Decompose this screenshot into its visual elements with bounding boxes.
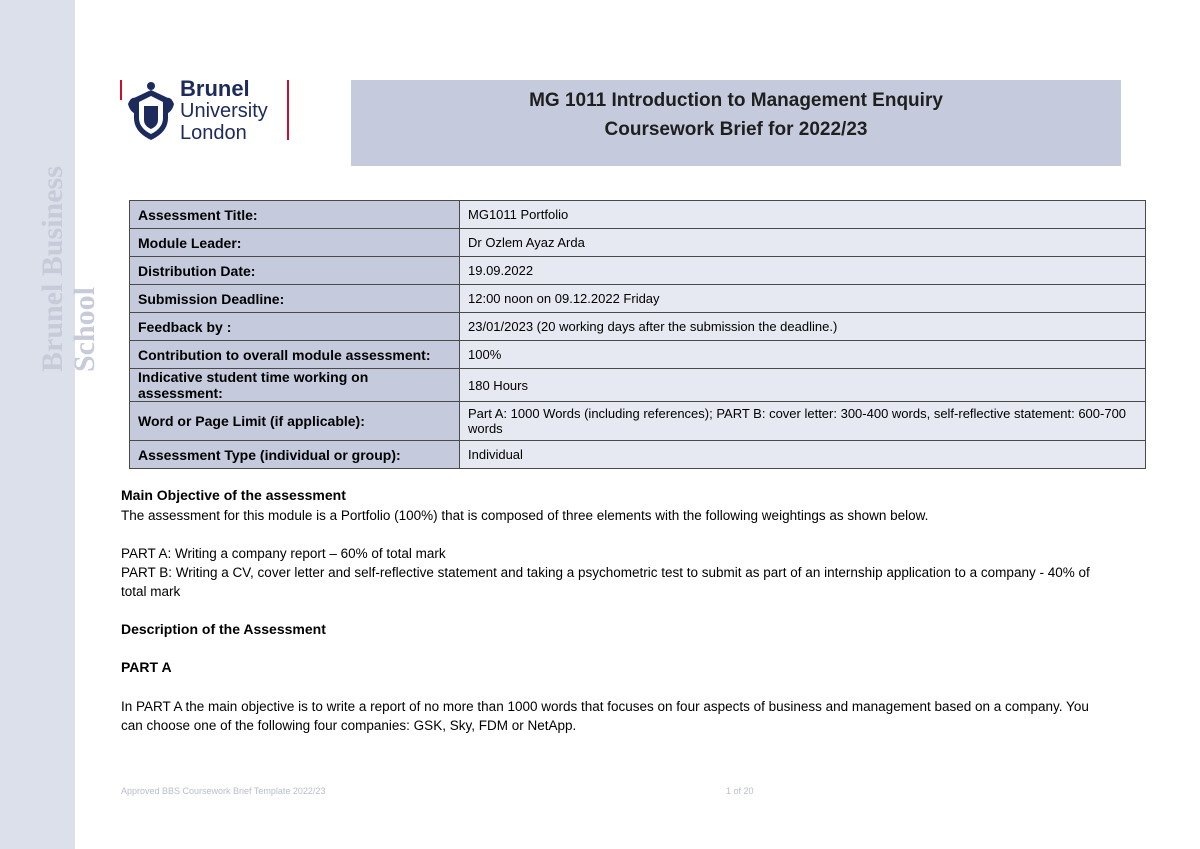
university-logo — [120, 78, 295, 142]
row-value: Dr Ozlem Ayaz Arda — [460, 229, 1146, 257]
row-value: 12:00 noon on 09.12.2022 Friday — [460, 285, 1146, 313]
table-row — [130, 402, 1146, 441]
document-title-box — [351, 80, 1121, 166]
row-label: Word or Page Limit (if applicable): — [130, 402, 460, 441]
row-label: Contribution to overall module assessment: — [130, 341, 460, 369]
side-watermark-2: School — [68, 286, 101, 372]
part-a-heading: PART A — [121, 659, 172, 675]
row-value: 180 Hours — [460, 369, 1146, 402]
table-row — [130, 369, 1146, 402]
logo-university: University — [180, 100, 268, 122]
row-label: Distribution Date: — [130, 257, 460, 285]
table-row — [130, 257, 1146, 285]
row-value: 100% — [460, 341, 1146, 369]
logo-accent-right — [287, 80, 289, 140]
logo-brunel: Brunel — [180, 76, 250, 101]
table-row — [130, 313, 1146, 341]
row-value: Part A: 1000 Words (including references); PART B: cover letter: 300-400 words, self-reflective statement: 600-700 words — [460, 402, 1146, 441]
module-title: MG 1011 Introduction to Management Enquiry — [529, 90, 943, 111]
table-row — [130, 441, 1146, 469]
part-a-summary: PART A: Writing a company report – 60% of total mark — [121, 546, 446, 561]
objective-text: The assessment for this module is a Portfolio (100%) that is composed of three elements with the following weightings as shown below. — [121, 508, 929, 523]
university-crest-icon — [126, 80, 176, 142]
part-b-summary: PART B: Writing a CV, cover letter and self-reflective statement and taking a psychometric test to submit as part of an internship application to a company - 40% of total mark — [121, 565, 1090, 599]
row-value: Individual — [460, 441, 1146, 469]
brief-title: Coursework Brief for 2022/23 — [604, 119, 868, 140]
part-a-text: In PART A the main objective is to write a report of no more than 1000 words that focuses on four aspects of business and management based on a company. You can choose one of the following four companies: GSK, Sky, FDM or NetApp. — [121, 699, 1089, 733]
table-row — [130, 201, 1146, 229]
row-label: Assessment Type (individual or group): — [130, 441, 460, 469]
row-label: Submission Deadline: — [130, 285, 460, 313]
objective-heading: Main Objective of the assessment — [121, 487, 346, 503]
side-strip — [0, 0, 101, 849]
table-row — [130, 341, 1146, 369]
logo-accent-left — [120, 80, 122, 100]
side-watermark: Brunel Business — [36, 166, 69, 372]
description-heading: Description of the Assessment — [121, 621, 326, 637]
page-number: 1 of 20 — [726, 786, 754, 796]
logo-london: London — [180, 122, 247, 144]
table-row — [130, 285, 1146, 313]
table-row — [130, 229, 1146, 257]
row-label: Module Leader: — [130, 229, 460, 257]
row-label: Assessment Title: — [130, 201, 460, 229]
logo-text — [180, 78, 268, 144]
row-label: Feedback by : — [130, 313, 460, 341]
row-value: MG1011 Portfolio — [460, 201, 1146, 229]
footer-template: Approved BBS Coursework Brief Template 2022/23 — [121, 786, 326, 796]
assessment-info-table — [129, 200, 1146, 469]
row-value: 19.09.2022 — [460, 257, 1146, 285]
row-value: 23/01/2023 (20 working days after the submission the deadline.) — [460, 313, 1146, 341]
row-label: Indicative student time working on assessment: — [130, 369, 460, 402]
